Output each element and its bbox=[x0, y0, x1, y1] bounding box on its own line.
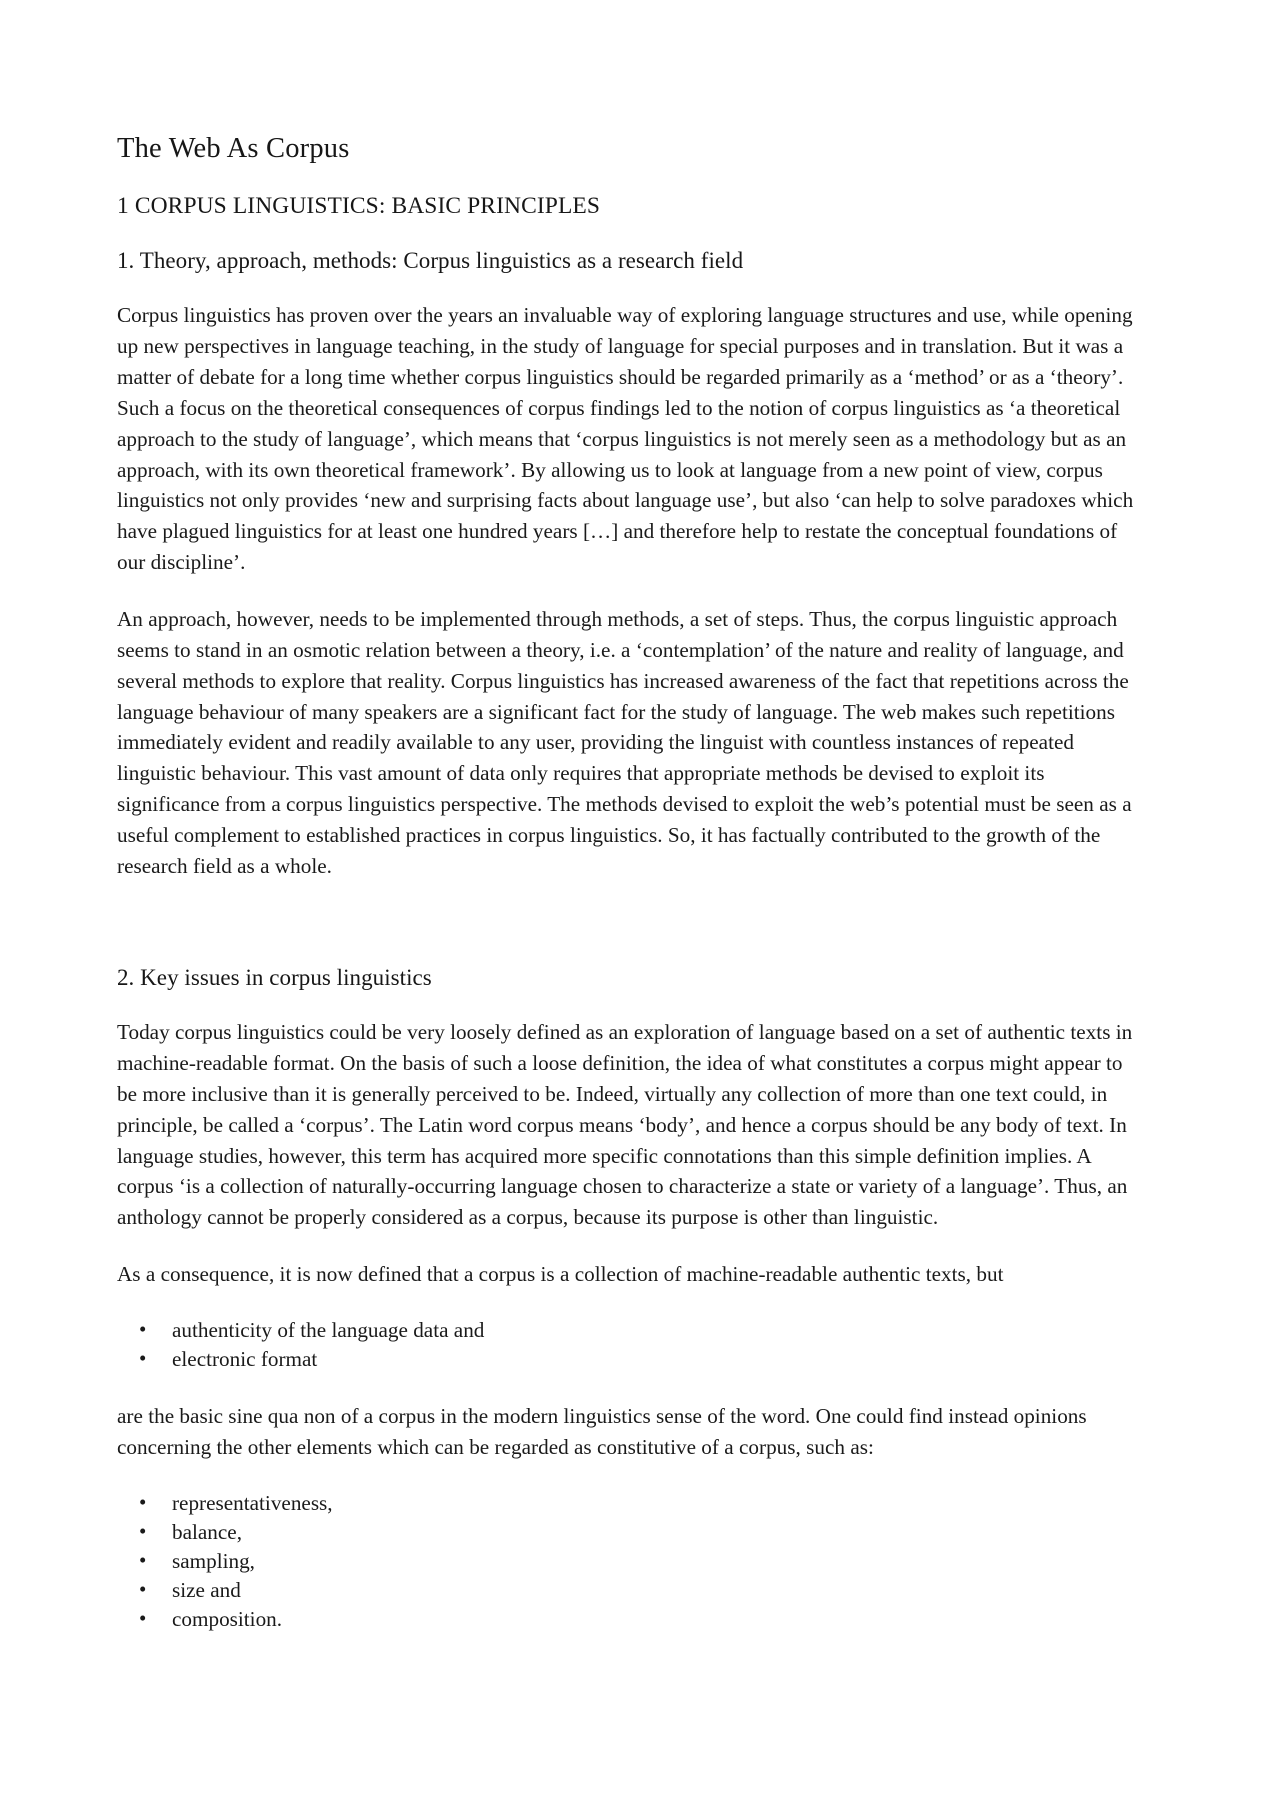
list-item-label: representativeness, bbox=[172, 1490, 333, 1515]
section-1-paragraph-1: Corpus linguistics has proven over the years an invaluable way of exploring language structures and use, while opening up new perspectives in language teaching, in the study of language for special purposes and in translation. But it was a matter of debate for a long time whether corpus linguistics should be regarded primarily as a ‘method’ or as a ‘theory’. Such a focus on the theoretical consequences of corpus findings led to the notion of corpus linguistics as ‘a theoretical approach to the study of language’, which means that ‘corpus linguistics is not merely seen as a methodology but as an approach, with its own theoretical framework’. By allowing us to look at language from a new point of view, corpus linguistics not only provides ‘new and surprising facts about language use’, but also ‘can help to solve paradoxes which have plagued linguistics for at least one hundred years […] and therefore help to restate the conceptual foundations of our discipline’. bbox=[117, 303, 1134, 575]
bullet-icon: • bbox=[139, 1605, 147, 1630]
bullet-icon: • bbox=[139, 1489, 147, 1514]
document-body bbox=[117, 132, 1147, 1635]
corpus-constitutive-elements-list bbox=[117, 1490, 1147, 1634]
bullet-icon: • bbox=[139, 1316, 147, 1341]
list-item-label: authenticity of the language data and bbox=[172, 1317, 485, 1342]
list-item-label: electronic format bbox=[172, 1346, 318, 1371]
section-1-paragraph-2: An approach, however, needs to be implemented through methods, a set of steps. Thus, the corpus linguistic approach seems to stand in an osmotic relation between a theory, i.e. a ‘contemplation’ of the nature and reality of language, and several methods to explore that reality. Corpus linguistics has increased awareness of the fact that repetitions across the language behaviour of many speakers are a significant fact for the study of language. The web makes such repetitions immediately evident and readily available to any user, providing the linguist with countless instances of repeated linguistic behaviour. This vast amount of data only requires that appropriate methods be devised to exploit its significance from a corpus linguistics perspective. The methods devised to exploit the web’s potential must be seen as a useful complement to established practices in corpus linguistics. So, it has factually contributed to the growth of the research field as a whole. bbox=[117, 607, 1132, 878]
list-item-label: balance, bbox=[172, 1519, 242, 1544]
list-item bbox=[117, 1548, 1147, 1576]
section-2-paragraph-1: Today corpus linguistics could be very loosely defined as an exploration of language based on a set of authentic texts in machine-readable format. On the basis of such a loose definition, the idea of what constitutes a corpus might appear to be more inclusive than it is generally perceived to be. Indeed, virtually any collection of more than one text could, in principle, be called a ‘corpus’. The Latin word corpus means ‘body’, and hence a corpus should be any body of text. In language studies, however, this term has acquired more specific connotations than this simple definition implies. A corpus ‘is a collection of naturally-occurring language chosen to characterize a state or variety of a language’. Thus, an anthology cannot be properly considered as a corpus, because its purpose is other than linguistic. bbox=[117, 1020, 1133, 1230]
list-item bbox=[117, 1519, 1147, 1547]
bullet-icon: • bbox=[139, 1576, 147, 1601]
list-item-label: size and bbox=[172, 1577, 241, 1602]
list-item bbox=[117, 1317, 1147, 1345]
section-1-heading: 1. Theory, approach, methods: Corpus linguistics as a research field bbox=[117, 247, 744, 273]
section-2-paragraph-3: are the basic sine qua non of a corpus in the modern linguistics sense of the word. One could find instead opinions concerning the other elements which can be regarded as constitutive of a corpus, such as: bbox=[117, 1403, 1087, 1459]
section-2-heading: 2. Key issues in corpus linguistics bbox=[117, 964, 432, 990]
list-item-label: composition. bbox=[172, 1606, 283, 1631]
list-item bbox=[117, 1490, 1147, 1518]
list-item bbox=[117, 1577, 1147, 1605]
page-title: The Web As Corpus bbox=[117, 133, 350, 164]
bullet-icon: • bbox=[139, 1345, 147, 1370]
bullet-icon: • bbox=[139, 1547, 147, 1572]
corpus-requirements-list bbox=[117, 1317, 1147, 1374]
bullet-icon: • bbox=[139, 1518, 147, 1543]
chapter-heading: 1 CORPUS LINGUISTICS: BASIC PRINCIPLES bbox=[117, 192, 601, 219]
list-item-label: sampling, bbox=[172, 1548, 255, 1573]
list-item bbox=[117, 1606, 1147, 1634]
section-2-paragraph-2: As a consequence, it is now defined that a corpus is a collection of machine-readable authentic texts, but bbox=[117, 1262, 1004, 1287]
list-item bbox=[117, 1346, 1147, 1374]
